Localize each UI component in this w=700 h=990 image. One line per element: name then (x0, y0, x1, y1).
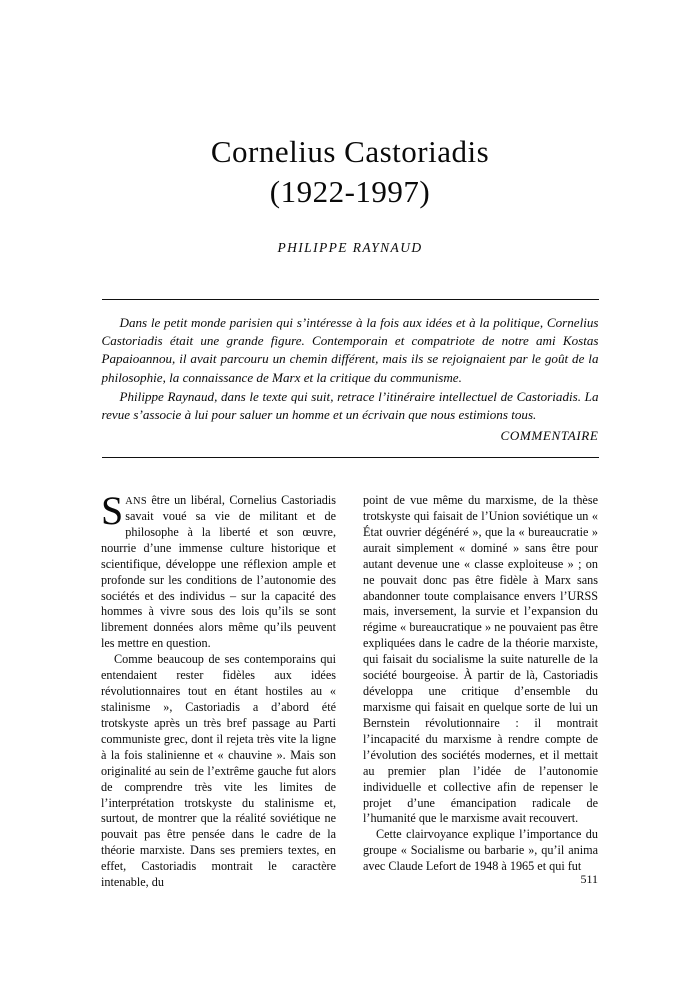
opening-smallcaps: ANS (125, 496, 147, 507)
body-paragraph-2: Comme beaucoup de ses contemporains qui entendaient rester fidèles aux idées révolutionnaires tout en étant hostiles au « stalinisme », Castoriadis a d’abord été trotskyste après un très bref passage au Parti communiste grec, dont il rejeta très vite la ligne à la fois stalinienne et « chauvine ». Mais son originalité au sein de l’extrême gauche fut alors de comprendre très vite les limites de l’interprétation trotskyste du stalinisme et, surtout, de montrer que la réalité soviétique ne pouvait pas être pensée dans le cadre de la théorie marxiste. Dans ses premiers textes, en effet, Castoriadis montrait le caractère intenable, du (101, 652, 336, 890)
drop-cap: S (101, 488, 124, 533)
body-paragraph-1 (101, 488, 336, 652)
body-columns (101, 488, 598, 891)
title-block (0, 132, 700, 211)
abstract-block (102, 300, 599, 444)
abstract-signature: COMMENTAIRE (500, 427, 599, 443)
abstract-paragraph-1: Dans le petit monde parisien qui s’intéresse à la fois aux idées et à la politique, Cornelius Castoriadis était une grande figure. Contemporain et compatriote de notre ami Kostas Papaioannou, il avait parcouru un chemin différent, mais ils se rejoignaient par le goût de la philosophie, la connaissance de Marx et la critique du communisme. (101, 315, 599, 385)
body-paragraph-4: Cette clairvoyance explique l’importance du groupe « Socialisme ou barbarie », qu’il anima avec Claude Lefort de 1948 à 1965 et qui fut (363, 827, 598, 874)
page-title (0, 132, 700, 211)
body-paragraph-1-text: être un libéral, Cornelius Castoriadis savait voué sa vie de militant et de philosophe à la liberté et son œuvre, nourrie d’une immense culture historique et scientifique, développe une réflexion ample et profonde sur les conditions de l’autonomie des sociétés et des individus – sur la capacité des hommes à vivre sous des lois qu’ils se sont librement données alors même qu’ils peuvent les mettre en question. (101, 493, 336, 651)
title-line-1: Cornelius Castoriadis (210, 134, 490, 169)
author-name: PHILIPPE RAYNAUD (277, 240, 423, 256)
body-column-right (363, 493, 598, 891)
title-line-2: (1922-1997) (269, 173, 431, 209)
body-paragraph-3: point de vue même du marxisme, de la thèse trotskyste qui faisait de l’Union soviétique un « État ouvrier dégénéré », que la « bureaucratie » aurait simplement « dominé » sans être pour autant devenue une « classe exploiteuse » ; on ne pouvait donc pas être fidèle à Marx sans abandonner toute complaisance envers l’URSS mais, inversement, la survie et l’expansion du régime « bureaucratique » ne pouvaient pas être expliquées dans le cadre de la théorie marxiste, qui faisait du socialisme la suite naturelle de la société bourgeoise. À partir de là, Castoriadis développa une critique d’ensemble du marxisme qui faisait en quelque sorte de lui un Bernstein révolutionnaire : il montrait l’incapacité du marxisme à rendre compte de l’évolution des sociétés modernes, et il mettait au premier plan l’idée de l’autonomie individuelle et collective afin de repenser le projet d’une émancipation radicale de l’humanité que le marxisme avait recouvert. (363, 493, 598, 826)
body-column-left (101, 488, 336, 891)
abstract-paragraph-2: Philippe Raynaud, dans le texte qui suit, retrace l’itinéraire intellectuel de Castoriadis. La revue s’associe à lui pour saluer un homme et un écrivain que nous estimions tous. (101, 388, 599, 422)
page-number: 511 (580, 872, 598, 886)
rule-bottom (102, 457, 599, 458)
